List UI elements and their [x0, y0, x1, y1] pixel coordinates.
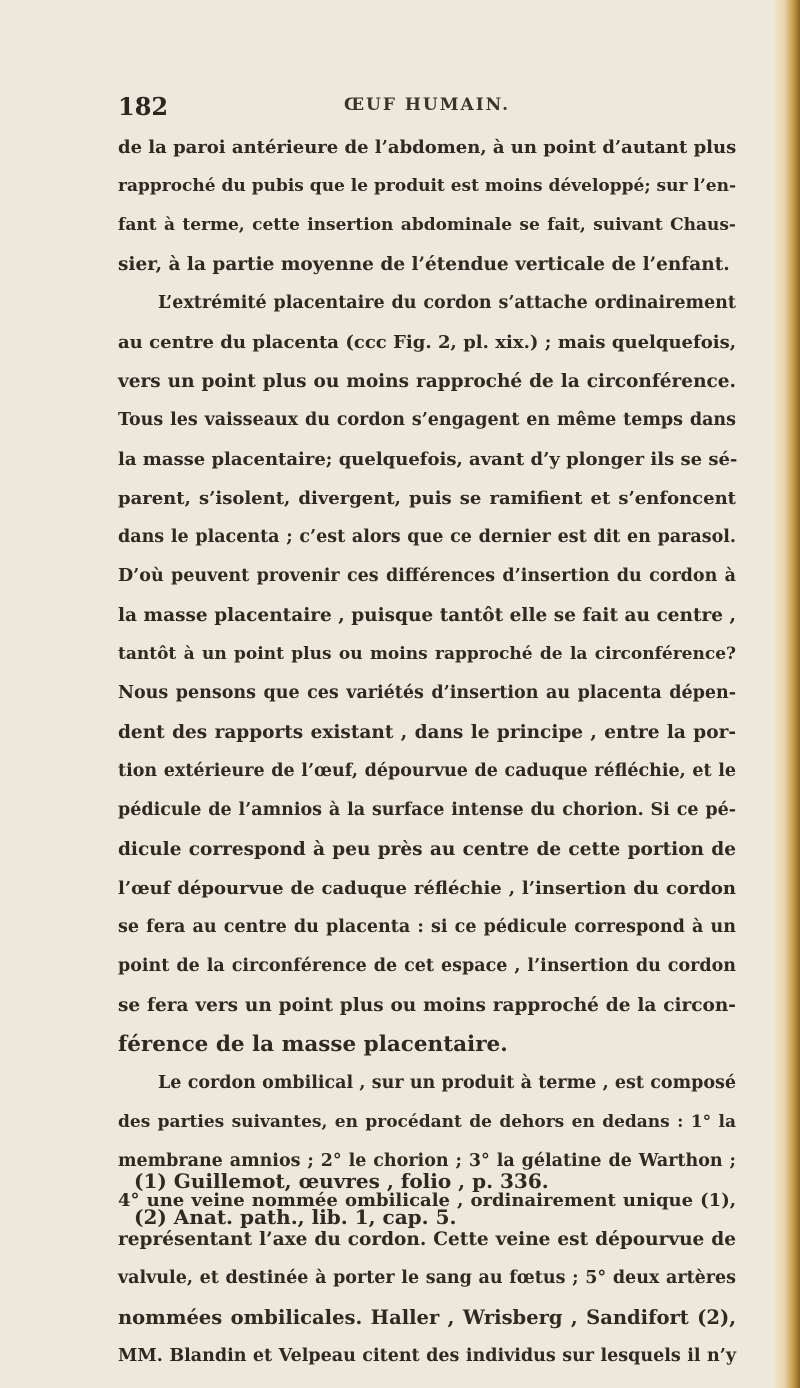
text-line: se fera vers un point plus ou moins rapproché de la circon- [118, 995, 736, 1016]
text-line: pédicule de l’amnios à la surface intense du chorion. Si ce pé- [118, 800, 736, 820]
text-line: la masse placentaire; quelquefois, avant d’y plonger ils se sé- [118, 449, 738, 470]
text-line: Nous pensons que ces variétés d’insertion au placenta dépen- [118, 683, 736, 703]
text-line: valvule, et destinée à porter le sang au fœtus ; 5° deux artères [118, 1268, 736, 1288]
text-line: dans le placenta ; c’est alors que ce dernier est dit en parasol. [118, 527, 736, 547]
text-line: l’œuf dépourvue de caduque réfléchie , l’insertion du cordon [118, 878, 736, 899]
text-line: de la paroi antérieure de l’abdomen, à un point d’autant plus [118, 137, 737, 158]
text-line: nommées ombilicales. Haller , Wrisberg , Sandifort (2), [118, 1306, 736, 1329]
text-line: dicule correspond à peu près au centre de cette portion de [118, 839, 736, 860]
text-line: point de la circonférence de cet espace , l’insertion du cordon [118, 956, 736, 976]
text-line: la masse placentaire , puisque tantôt elle se fait au centre , [118, 605, 736, 626]
page-header [118, 92, 736, 126]
footnotes [134, 1163, 694, 1235]
footnote: (1) Guillemot, œuvres , folio , p. 336. [134, 1169, 549, 1193]
text-line: D’où peuvent provenir ces différences d’insertion du cordon à [118, 566, 736, 586]
page-number: 182 [118, 92, 169, 121]
text-line: vers un point plus ou moins rapproché de la circonférence. [118, 371, 736, 392]
text-line: L’extrémité placentaire du cordon s’attache ordinairement [158, 293, 736, 313]
footnote: (2) Anat. path., lib. 1, cap. 5. [134, 1205, 457, 1229]
text-line: Tous les vaisseaux du cordon s’engagent en même temps dans [118, 410, 736, 430]
text-line: dent des rapports existant , dans le principe , entre la por- [118, 722, 736, 743]
text-line: MM. Blandin et Velpeau citent des individus sur lesquels il n’y [118, 1346, 736, 1366]
text-line: tantôt à un point plus ou moins rapproché de la circonférence? [118, 644, 736, 664]
text-line: férence de la masse placentaire. [118, 1032, 508, 1057]
text-line: 4° une veine nommée ombilicale , ordinairement unique (1), [118, 1190, 736, 1211]
text-line: fant à terme, cette insertion abdominale se fait, suivant Chaus- [118, 215, 736, 235]
text-line: tion extérieure de l’œuf, dépourvue de caduque réfléchie, et le [118, 761, 736, 781]
text-line: Le cordon ombilical , sur un produit à terme , est composé [158, 1073, 736, 1093]
text-line: parent, s’isolent, divergent, puis se ramifient et s’enfoncent [118, 488, 736, 509]
text-line: sier, à la partie moyenne de l’étendue verticale de l’enfant. [118, 254, 730, 275]
text-line: se fera au centre du placenta : si ce pédicule correspond à un [118, 917, 736, 937]
text-line: des parties suivantes, en procédant de dehors en dedans : 1° la [118, 1112, 736, 1132]
text-line: rapproché du pubis que le produit est moins développé; sur l’en- [118, 176, 736, 196]
running-title: ŒUF HUMAIN. [343, 95, 511, 115]
text-line: au centre du placenta (ccc Fig. 2, pl. xix.) ; mais quelquefois, [118, 332, 736, 353]
text-line: représentant l’axe du cordon. Cette veine est dépourvue de [118, 1229, 736, 1250]
text-line: membrane amnios ; 2° le chorion ; 3° la gélatine de Warthon ; [118, 1151, 736, 1171]
page-edge [774, 0, 800, 1388]
